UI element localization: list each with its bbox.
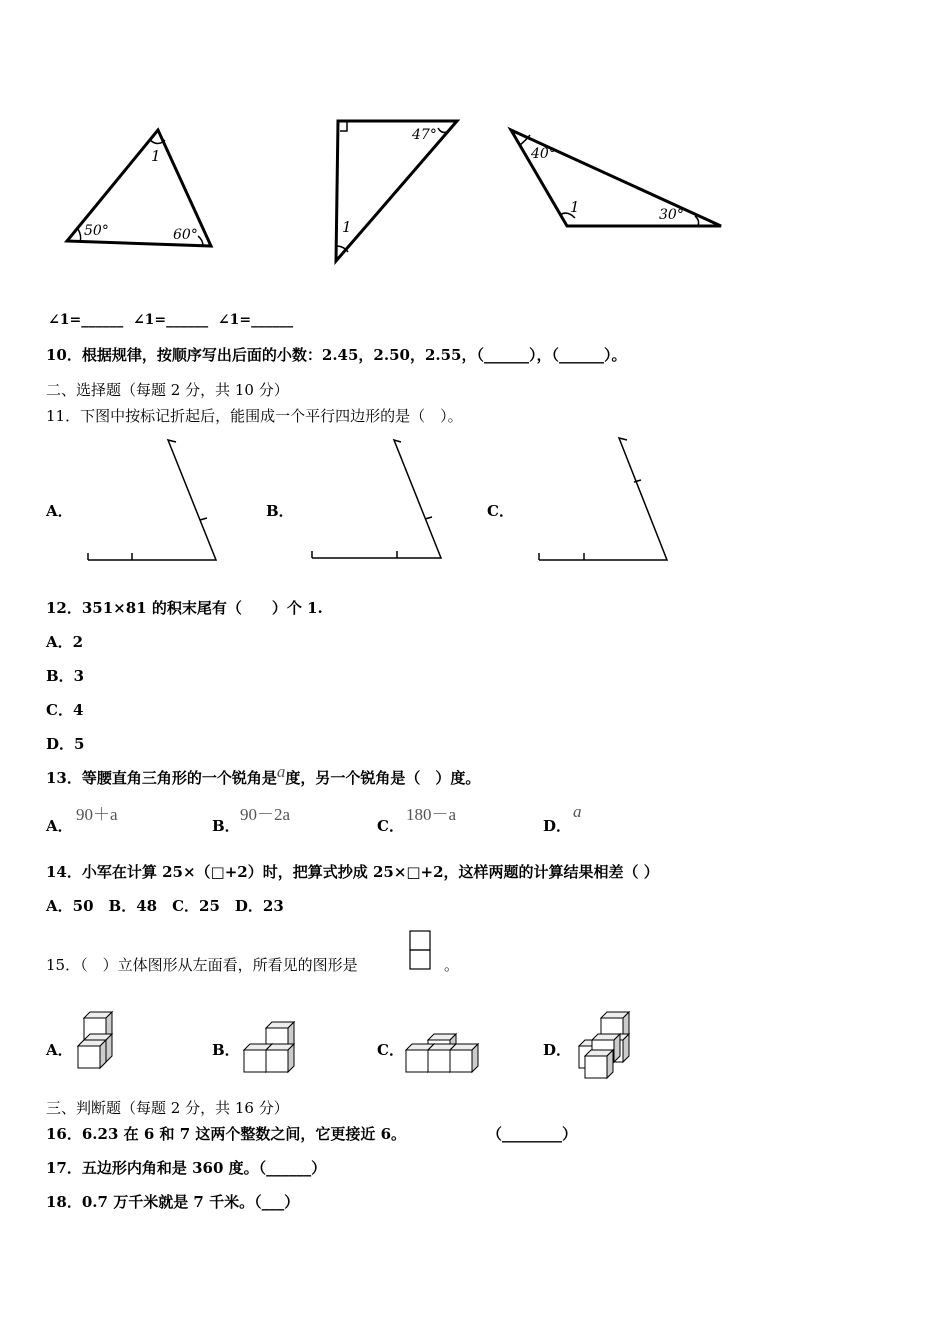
q10-text: 10．根据规律，按顺序写出后面的小数：2.45，2.50，2.55，（______），（______）。 — [46, 346, 627, 364]
q13-text-pre: 13．等腰直角三角形的一个锐角是 — [46, 769, 277, 787]
q11-figure-c — [539, 438, 667, 560]
q15-left-view-figure — [409, 930, 433, 972]
q15-text-pre: 15．（ ）立体图形从左面看，所看见的图形是 — [46, 956, 358, 974]
q12-option-c: C．4 — [46, 701, 84, 719]
q9-answers — [48, 312, 293, 328]
q12-option-a: A．2 — [46, 633, 84, 651]
q13-label-d: D． — [543, 817, 572, 835]
q14-text: 14．小军在计算 25×（□+2）时，把算式抄成 25×□+2，这样两题的计算结果相差（ ） — [46, 863, 659, 881]
section2-title: 二、选择题（每题 2 分，共 10 分） — [46, 381, 289, 399]
section3-title: 三、判断题（每题 2 分，共 16 分） — [46, 1099, 289, 1117]
q15-figure-b — [244, 1022, 294, 1072]
tri2-top-angle: 47° — [412, 127, 437, 143]
tri1-top-angle: 1 — [151, 147, 161, 165]
q11-label-c: C． — [487, 502, 514, 520]
q15-label-d: D． — [543, 1041, 572, 1059]
tri3-left-angle: 40° — [531, 146, 556, 162]
q13-label-b: B． — [212, 817, 240, 835]
q13-expr-a: 90＋a — [76, 805, 118, 824]
q11-label-a: A． — [46, 502, 73, 520]
q13-text-post: 度，另一个锐角是（ ）度。 — [285, 769, 481, 787]
q12-option-b: B．3 — [46, 667, 85, 685]
q12-option-d: D．5 — [46, 735, 85, 753]
q13-label-c: C． — [377, 817, 404, 835]
q13-var: a — [276, 762, 286, 781]
q15-cube-figures — [0, 1005, 950, 1095]
q15-figure-c — [406, 1034, 478, 1072]
tri3-right-angle: 30° — [659, 207, 684, 223]
tri1-right-angle: 60° — [173, 227, 198, 243]
q13-text — [46, 762, 481, 788]
q9-answer-1: ∠1=______ — [48, 312, 124, 328]
q11-figures — [0, 430, 950, 580]
q13-expr-b: 90－2a — [240, 805, 291, 824]
q15-figure-d — [579, 1012, 629, 1078]
q13-label-a: A． — [46, 817, 73, 835]
triangles-drawing — [0, 0, 950, 300]
q15-label-a: A． — [46, 1041, 73, 1059]
q11-figure-b — [312, 440, 441, 558]
q14-options: A．50 B．48 C．25 D．23 — [46, 897, 284, 915]
q9-answer-3: ∠1=______ — [217, 312, 294, 328]
triangle-2 — [336, 121, 457, 261]
q16-text: 16．6.23 在 6 和 7 这两个整数之间，它更接近 6。 — [46, 1125, 407, 1143]
q15-label-b: B． — [212, 1041, 240, 1059]
q17-text: 17．五边形内角和是 360 度。（______） — [46, 1159, 327, 1177]
q15-figure-a — [78, 1012, 112, 1068]
q11-label-b: B． — [266, 502, 294, 520]
q15-text-post: 。 — [444, 956, 460, 974]
tri2-bottom-angle: 1 — [342, 218, 352, 236]
q15-label-c: C． — [377, 1041, 404, 1059]
tri3-mid-angle: 1 — [570, 198, 580, 216]
triangle-3 — [511, 130, 721, 226]
q13-expr-d: a — [573, 802, 582, 821]
q18-text: 18．0.7 万千米就是 7 千米。（___） — [46, 1193, 300, 1211]
q11-figure-a — [88, 440, 216, 560]
q12-text: 12．351×81 的积末尾有（ ）个 1. — [46, 599, 323, 617]
q13-expr-c: 180－a — [406, 805, 457, 824]
q16-blank[interactable]: （________） — [487, 1125, 578, 1143]
q9-answer-2: ∠1=______ — [132, 312, 209, 328]
tri1-left-angle: 50° — [84, 223, 109, 239]
q11-text: 11．下图中按标记折起后，能围成一个平行四边形的是（ ）。 — [46, 407, 463, 425]
